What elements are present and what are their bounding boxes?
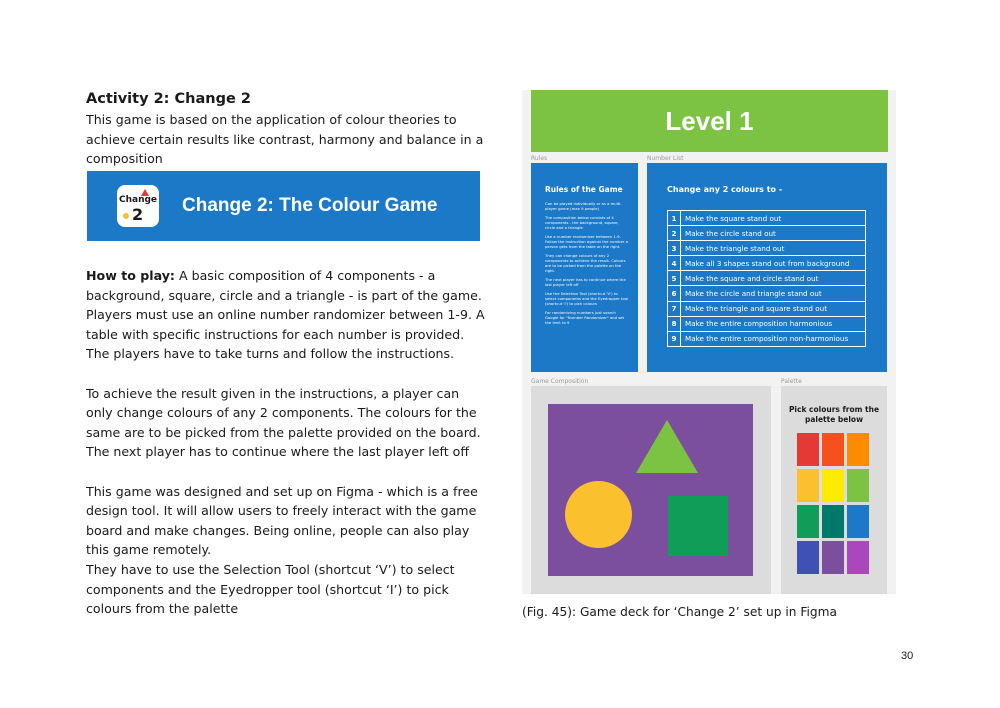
page-number: 30 bbox=[901, 650, 914, 662]
row-number: 7 bbox=[668, 301, 681, 316]
number-list-frame-label: Number List bbox=[647, 155, 684, 162]
palette-swatch[interactable] bbox=[847, 469, 869, 502]
figma-text: This game was designed and set up on Figma - which is a free design tool. It will allow users to freely interact with the game board and make changes. Being online, people can also play this game remotely. bbox=[86, 483, 478, 558]
table-row bbox=[668, 286, 866, 301]
table-row bbox=[668, 226, 866, 241]
row-number: 9 bbox=[668, 331, 681, 346]
logo-dot-icon bbox=[123, 213, 129, 219]
palette-swatch[interactable] bbox=[822, 505, 844, 538]
table-row bbox=[668, 301, 866, 316]
rule-item: Use a number randomizer between 1-9. Follow the instruction against the number a person gets from the table on the right. bbox=[545, 234, 629, 249]
logo-word: Change bbox=[119, 195, 158, 205]
table-row bbox=[668, 211, 866, 226]
body-text bbox=[86, 266, 486, 638]
table-row bbox=[668, 271, 866, 286]
number-list-panel bbox=[647, 163, 887, 372]
palette-swatch[interactable] bbox=[797, 433, 819, 466]
rules-frame-label: Rules bbox=[531, 155, 548, 162]
row-number: 4 bbox=[668, 256, 681, 271]
number-list-title: Change any 2 colours to - bbox=[667, 185, 783, 194]
rule-item: Use the Selection Tool (shortcut 'V') to select components and the Eyedropper tool (shortcut 'I') to pick colours bbox=[545, 291, 629, 306]
composition-square[interactable] bbox=[668, 496, 728, 556]
rule-item: They can change colours of any 2 components to achieve the result. Colours are to be picked from the palette on the right. bbox=[545, 253, 626, 273]
row-number: 1 bbox=[668, 211, 681, 226]
logo-number: 2 bbox=[132, 205, 144, 224]
row-text: Make all 3 shapes stand out from background bbox=[681, 256, 866, 271]
row-text: Make the entire composition non-harmonious bbox=[681, 331, 866, 346]
palette-swatch[interactable] bbox=[847, 541, 869, 574]
level-header: Level 1 bbox=[531, 90, 888, 152]
rule-item: Can be played individually or as a multi-player game (max 9 people) bbox=[545, 201, 622, 211]
row-number: 6 bbox=[668, 286, 681, 301]
activity-intro: This game is based on the application of colour theories to achieve certain results like contrast, harmony and balance in a composition bbox=[86, 112, 484, 167]
rules-list bbox=[545, 201, 629, 329]
row-number: 3 bbox=[668, 241, 681, 256]
table-row bbox=[668, 316, 866, 331]
rules-panel bbox=[531, 163, 638, 372]
palette-swatch[interactable] bbox=[822, 469, 844, 502]
row-number: 5 bbox=[668, 271, 681, 286]
row-text: Make the square and circle stand out bbox=[681, 271, 866, 286]
how-to-play-text: A basic composition of 4 components - a background, square, circle and a triangle - is part of the game. Players must use an online number randomizer between 1-9. A table with specific instructions for each number is provided. The players have to take turns and follow the instructions. bbox=[86, 268, 485, 362]
palette-swatch[interactable] bbox=[847, 433, 869, 466]
row-number: 2 bbox=[668, 226, 681, 241]
rule-item: For randomizing numbers just search Google for "Number Randomizer" and set the limit to 9 bbox=[545, 310, 625, 325]
palette-frame bbox=[781, 386, 887, 594]
rules-title: Rules of the Game bbox=[545, 185, 623, 194]
row-text: Make the circle and triangle stand out bbox=[681, 286, 866, 301]
row-text: Make the circle stand out bbox=[681, 226, 866, 241]
table-row bbox=[668, 331, 866, 346]
row-text: Make the entire composition harmonious bbox=[681, 316, 866, 331]
how-to-play-paragraph bbox=[86, 266, 486, 364]
how-to-play-label: How to play: bbox=[86, 268, 175, 283]
table-row bbox=[668, 241, 866, 256]
row-text: Make the triangle stand out bbox=[681, 241, 866, 256]
palette-title: Pick colours from the palette below bbox=[788, 405, 880, 424]
rules-text: To achieve the result given in the instructions, a player can only change colours of any 2 components. The colours for the same are to be picked from the palette provided on the board. bbox=[86, 385, 481, 440]
game-composition-frame-label: Game Composition bbox=[531, 378, 589, 385]
activity-title: Activity 2: Change 2 bbox=[86, 91, 251, 107]
rule-item: The next player has to continue where the last player left off bbox=[545, 277, 626, 287]
composition-circle[interactable] bbox=[565, 481, 632, 548]
row-number: 8 bbox=[668, 316, 681, 331]
figma-paragraph bbox=[86, 482, 486, 619]
tools-text: They have to use the Selection Tool (shortcut ‘V’) to select components and the Eyedropper tool (shortcut ‘I’) to pick colours from the palette bbox=[86, 561, 455, 617]
palette-swatch[interactable] bbox=[822, 433, 844, 466]
rules-paragraph bbox=[86, 384, 486, 462]
instruction-table bbox=[667, 210, 866, 347]
palette-swatch[interactable] bbox=[847, 505, 869, 538]
rule-item: The composition below consists of 4 components - the background, square, circle and a triangle bbox=[545, 215, 619, 230]
table-row bbox=[668, 256, 866, 271]
next-player-text: The next player has to continue where the last player left off bbox=[86, 444, 470, 460]
palette-swatch[interactable] bbox=[797, 541, 819, 574]
figure-caption: (Fig. 45): Game deck for ‘Change 2’ set up in Figma bbox=[522, 605, 837, 619]
game-banner bbox=[87, 171, 480, 241]
composition-triangle[interactable] bbox=[636, 420, 698, 473]
palette-frame-label: Palette bbox=[781, 378, 802, 385]
row-text: Make the triangle and square stand out bbox=[681, 301, 866, 316]
palette-swatch[interactable] bbox=[797, 469, 819, 502]
row-text: Make the square stand out bbox=[681, 211, 866, 226]
activity-header bbox=[86, 89, 486, 169]
palette-swatch[interactable] bbox=[822, 541, 844, 574]
palette-swatch[interactable] bbox=[797, 505, 819, 538]
banner-title: Change 2: The Colour Game bbox=[182, 195, 438, 216]
change2-logo bbox=[117, 185, 159, 227]
